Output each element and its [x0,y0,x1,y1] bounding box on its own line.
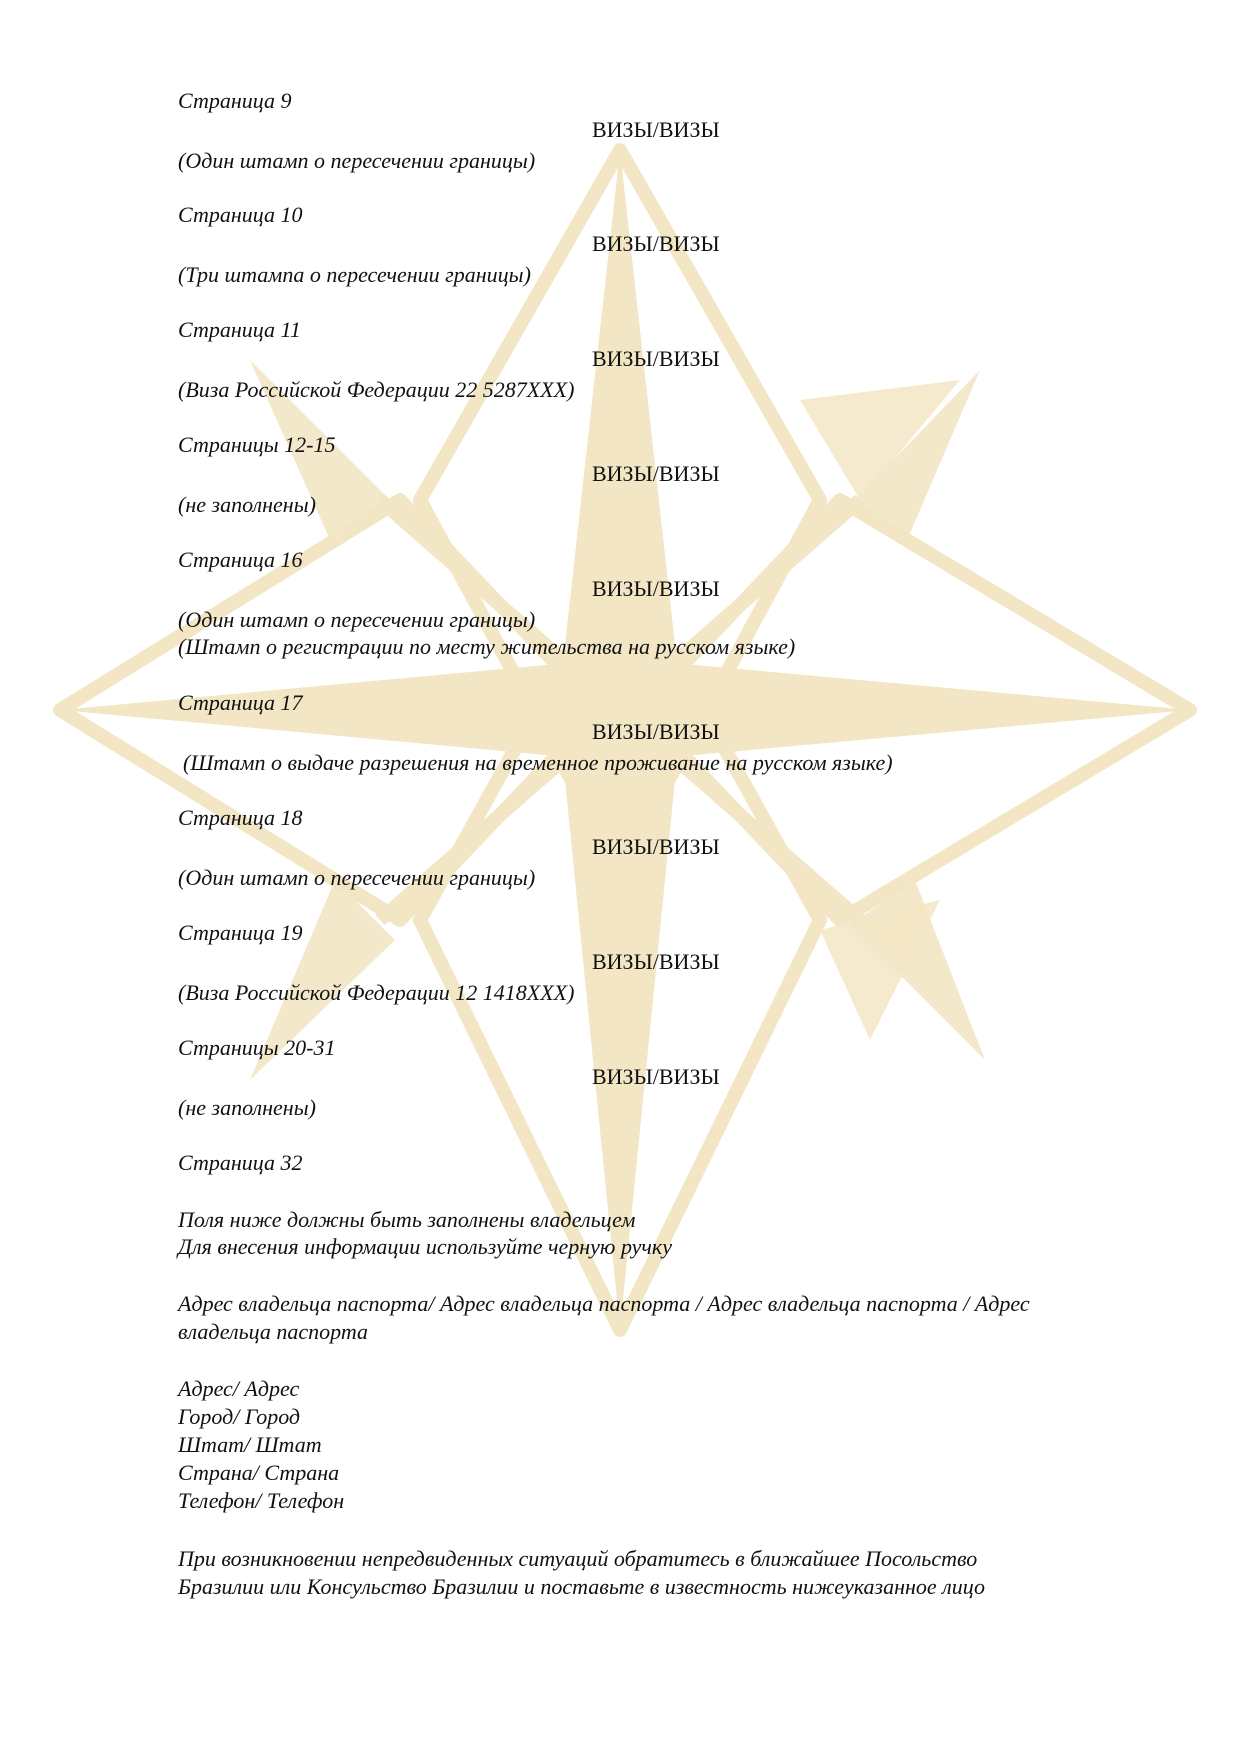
page-label: Страница 9 [178,88,292,113]
emergency-note: При возникновении непредвиденных ситуаций обратитесь в ближайшее Посольство [178,1546,978,1571]
entry-note: (Виза Российской Федерации 12 1418XXX) [178,980,575,1005]
entry-note: (Штамп о регистрации по месту жительства на русском языке) [178,634,796,659]
address-heading: владельца паспорта [178,1319,369,1344]
entry-note: (Штамп о выдаче разрешения на временное проживание на русском языке) [183,750,893,775]
field-phone: Телефон/ Телефон [178,1488,345,1513]
visa-heading: ВИЗЫ/ВИЗЫ [592,231,720,256]
entry-note: (Один штамп о пересечении границы) [178,865,536,890]
page-label: Страница 16 [178,547,303,572]
entry-note: (Один штамп о пересечении границы) [178,607,536,632]
emergency-note: Бразилии или Консульство Бразилии и поставьте в известность нижеуказанное лицо [178,1574,986,1599]
entry-note: (Виза Российской Федерации 22 5287XXX) [178,377,575,402]
visa-heading: ВИЗЫ/ВИЗЫ [592,576,720,601]
field-address: Адрес/ Адрес [178,1376,300,1401]
entry-note: (Один штамп о пересечении границы) [178,148,536,173]
visa-heading: ВИЗЫ/ВИЗЫ [592,719,720,744]
visa-heading: ВИЗЫ/ВИЗЫ [592,949,720,974]
page-label: Страницы 12-15 [178,432,336,457]
page-label: Страница 18 [178,805,303,830]
page-label: Страница 11 [178,317,301,342]
visa-heading: ВИЗЫ/ВИЗЫ [592,346,720,371]
page-label: Страница 19 [178,920,303,945]
owner-instruction: Поля ниже должны быть заполнены владельцем [178,1207,636,1232]
entry-note: (Три штампа о пересечении границы) [178,262,531,287]
visa-heading: ВИЗЫ/ВИЗЫ [592,117,720,142]
entry-note: (не заполнены) [178,1095,316,1120]
owner-instruction: Для внесения информации используйте черную ручку [178,1234,672,1259]
entry-note: (не заполнены) [178,492,316,517]
field-state: Штат/ Штат [178,1432,322,1457]
page-label: Страницы 20-31 [178,1035,336,1060]
field-country: Страна/ Страна [178,1460,340,1485]
visa-heading: ВИЗЫ/ВИЗЫ [592,834,720,859]
address-heading: Адрес владельца паспорта/ Адрес владельца паспорта / Адрес владельца паспорта / Адрес [178,1291,1030,1316]
page-label: Страница 17 [178,690,303,715]
page-label: Страница 10 [178,202,303,227]
page-label: Страница 32 [178,1150,303,1175]
visa-heading: ВИЗЫ/ВИЗЫ [592,461,720,486]
field-city: Город/ Город [178,1404,301,1429]
visa-heading: ВИЗЫ/ВИЗЫ [592,1064,720,1089]
